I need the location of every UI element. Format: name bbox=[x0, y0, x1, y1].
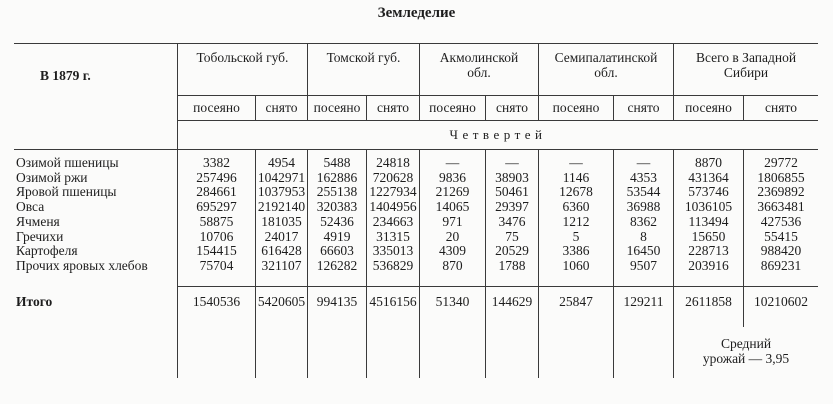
group-header-line: Томской губ. bbox=[326, 50, 401, 65]
table-cell: 1227934 bbox=[369, 184, 417, 200]
group-header-line: Акмолинской bbox=[439, 50, 519, 65]
sub-header: снято bbox=[765, 100, 797, 115]
group-header-akmolinsk bbox=[420, 50, 538, 80]
corner-label: В 1879 г. bbox=[40, 68, 91, 83]
table-cell: 36988 bbox=[626, 199, 661, 215]
group-header-line: обл. bbox=[594, 65, 618, 80]
table-cell: 154415 bbox=[196, 243, 237, 259]
sub-header: посеяно bbox=[552, 100, 600, 115]
table-cell: 4954 bbox=[268, 155, 295, 170]
group-header-rule bbox=[177, 95, 818, 96]
group-header-tobolsk bbox=[178, 50, 307, 65]
table-cell: 8362 bbox=[630, 213, 657, 229]
row-label: Озимой ржи bbox=[16, 169, 88, 185]
table-cell: 66603 bbox=[320, 243, 354, 259]
sub-header-rule bbox=[177, 120, 818, 121]
table-cell: 12678 bbox=[559, 184, 593, 200]
table-cell: 2192140 bbox=[257, 199, 306, 215]
group-header-line: Тобольской губ. bbox=[196, 50, 289, 65]
sub-header: снято bbox=[627, 100, 660, 115]
table-cell: 284661 bbox=[196, 184, 237, 200]
table-cell: 113494 bbox=[688, 213, 729, 229]
table-cell: 971 bbox=[442, 213, 463, 229]
table-cell: 52436 bbox=[320, 213, 354, 229]
table-cell: 75704 bbox=[199, 257, 234, 273]
table-cell: 38903 bbox=[495, 169, 529, 185]
table-cell: 1037953 bbox=[257, 184, 306, 200]
table-cell: 431364 bbox=[688, 169, 729, 185]
group-header-line: Сибири bbox=[723, 65, 769, 80]
table-cell: 14065 bbox=[435, 199, 470, 215]
table-cell: 1788 bbox=[498, 257, 526, 273]
row-label: Озимой пшеницы bbox=[16, 155, 119, 170]
table-cell: 228713 bbox=[688, 243, 729, 259]
group-header-tomsk bbox=[308, 50, 419, 65]
table-cell: 162886 bbox=[316, 169, 358, 185]
table-cell: 29772 bbox=[764, 155, 798, 170]
total-cell: 144629 bbox=[491, 294, 533, 309]
total-cell: 5420605 bbox=[257, 294, 306, 309]
table-cell: 335013 bbox=[372, 243, 414, 259]
table-cell: 536829 bbox=[372, 257, 414, 273]
table-cell: 55415 bbox=[764, 228, 798, 244]
table-cell: 1036105 bbox=[684, 199, 733, 215]
table-cell: 8 bbox=[640, 228, 647, 244]
table-cell: 1042971 bbox=[257, 169, 306, 185]
table-top-rule bbox=[14, 43, 818, 44]
table-cell: 10706 bbox=[199, 228, 234, 244]
sub-header: посеяно bbox=[429, 100, 476, 115]
sub-header: посеяно bbox=[313, 100, 361, 115]
total-cell: 1540536 bbox=[192, 294, 241, 309]
row-label: Гречихи bbox=[16, 228, 64, 244]
table-cell: 257496 bbox=[196, 169, 237, 185]
total-cell: 4516156 bbox=[369, 294, 417, 309]
table-cell: 15650 bbox=[691, 228, 726, 244]
table-cell: 9836 bbox=[439, 169, 466, 185]
row-label: Ячменя bbox=[16, 213, 60, 229]
table-cell: 203916 bbox=[688, 257, 729, 273]
total-row-label: Итого bbox=[16, 294, 53, 309]
table-cell: — bbox=[505, 155, 519, 170]
table-cell: 20529 bbox=[495, 243, 529, 259]
group-header-semipalatinsk bbox=[539, 50, 673, 80]
table-cell: 869231 bbox=[760, 257, 802, 273]
table-cell: 29397 bbox=[495, 199, 529, 215]
table-cell: 616428 bbox=[261, 243, 302, 259]
table-cell: 870 bbox=[442, 257, 463, 273]
group-header-line: обл. bbox=[467, 65, 491, 80]
table-cell: 58875 bbox=[199, 213, 234, 229]
table-cell: 573746 bbox=[688, 184, 729, 200]
page-title: Земледелие bbox=[377, 5, 456, 21]
total-separator-rule bbox=[177, 286, 818, 287]
note-line: Средний bbox=[720, 336, 772, 351]
sub-header: снято bbox=[265, 100, 298, 115]
table-cell: 321107 bbox=[261, 257, 302, 273]
table-cell: 4353 bbox=[630, 169, 657, 185]
table-cell: 50461 bbox=[495, 184, 529, 200]
group-header-line: Семипалатинской bbox=[554, 50, 658, 65]
table-cell: 695297 bbox=[196, 199, 237, 215]
total-cell: 994135 bbox=[316, 294, 358, 309]
table-cell: 6360 bbox=[562, 199, 590, 215]
table-cell: 255138 bbox=[316, 184, 358, 200]
table-cell: 16450 bbox=[626, 243, 661, 259]
table-cell: 4919 bbox=[323, 228, 351, 244]
sub-header: посеяно bbox=[193, 100, 240, 115]
table-cell: 5488 bbox=[323, 155, 351, 170]
table-cell: 4309 bbox=[439, 243, 466, 259]
average-yield-note bbox=[674, 336, 818, 366]
table-cell: 1146 bbox=[562, 169, 590, 185]
sub-header: посеяно bbox=[685, 100, 732, 115]
sub-header: снято bbox=[496, 100, 528, 115]
table-cell: 1060 bbox=[562, 257, 590, 273]
total-cell: 10210602 bbox=[754, 294, 808, 309]
table-cell: 1404956 bbox=[369, 199, 417, 215]
row-label: Яровой пшеницы bbox=[16, 184, 117, 200]
table-cell: 8870 bbox=[695, 155, 722, 170]
table-cell: 126282 bbox=[316, 257, 358, 273]
table-cell: 988420 bbox=[760, 243, 802, 259]
total-cell: 2611858 bbox=[685, 294, 732, 309]
table-cell: 75 bbox=[505, 228, 519, 244]
table-cell: 720628 bbox=[372, 169, 414, 185]
table-cell: 1212 bbox=[562, 213, 590, 229]
group-header-line: Всего в Западной bbox=[695, 50, 797, 65]
total-cell: 129211 bbox=[623, 294, 664, 309]
table-cell: 53544 bbox=[626, 184, 661, 200]
table-cell: 234663 bbox=[372, 213, 414, 229]
row-label: Картофеля bbox=[16, 243, 78, 259]
table-cell: 24017 bbox=[264, 228, 299, 244]
table-cell: — bbox=[569, 155, 583, 170]
table-cell: 24818 bbox=[376, 155, 410, 170]
table-cell: 3476 bbox=[498, 213, 526, 229]
table-cell: 3386 bbox=[562, 243, 590, 259]
table-cell: 2369892 bbox=[757, 184, 805, 200]
total-cell: 51340 bbox=[435, 294, 470, 309]
total-cell: 25847 bbox=[559, 294, 593, 309]
table-cell: 31315 bbox=[376, 228, 410, 244]
table-cell: 9507 bbox=[630, 257, 657, 273]
table-cell: — bbox=[636, 155, 651, 170]
header-bottom-rule bbox=[14, 149, 818, 150]
table-cell: 21269 bbox=[435, 184, 470, 200]
table-cell: 3663481 bbox=[757, 199, 805, 215]
table-cell: 20 bbox=[445, 228, 460, 244]
row-label: Овса bbox=[16, 199, 45, 215]
table-cell: 5 bbox=[572, 228, 580, 244]
table-cell: 427536 bbox=[760, 213, 802, 229]
unit-label: Четвертей bbox=[449, 127, 547, 142]
table-cell: 320383 bbox=[316, 199, 358, 215]
table-cell: — bbox=[445, 155, 460, 170]
row-label: Прочих яровых хлебов bbox=[16, 257, 148, 273]
table-cell: 1806855 bbox=[757, 169, 805, 185]
group-header-total-west-siberia bbox=[674, 50, 818, 80]
note-line: урожай — 3,95 bbox=[702, 351, 790, 366]
sub-header: снято bbox=[377, 100, 409, 115]
table-cell: 181035 bbox=[261, 213, 302, 229]
table-cell: 3382 bbox=[203, 155, 230, 170]
